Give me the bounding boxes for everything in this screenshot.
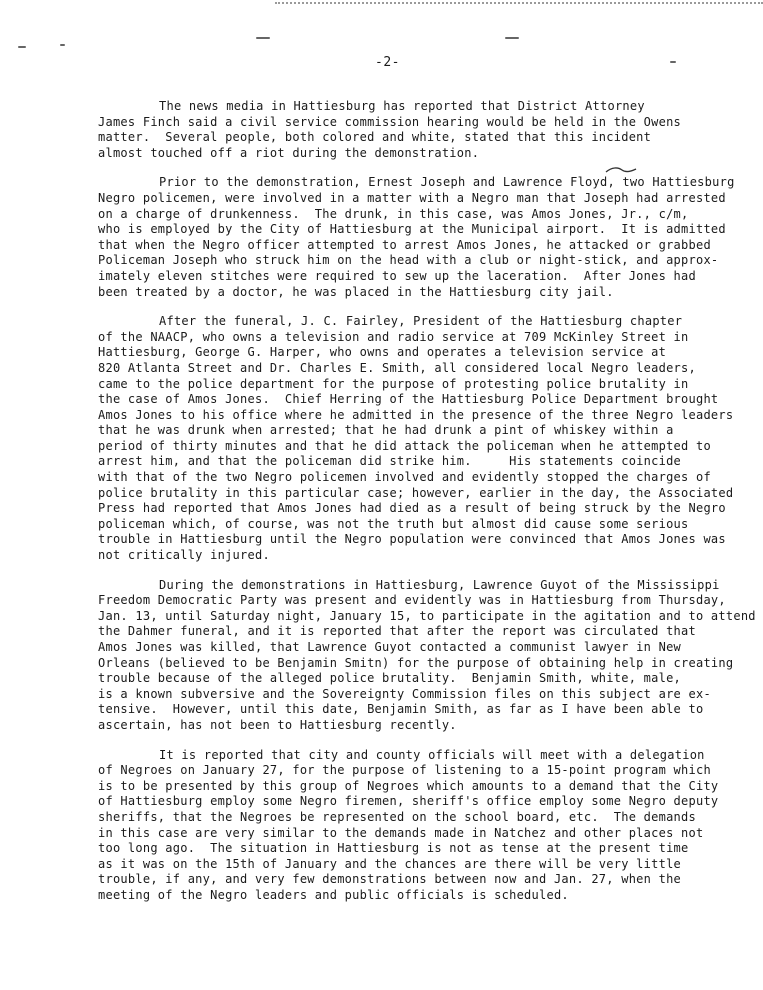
text-line: Orleans (believed to be Benjamin Smitn) for the purpose of obtaining help in creating [98, 655, 734, 670]
text-line: of the NAACP, who owns a television and radio service at 709 McKinley Street in [98, 329, 689, 344]
text-line: imately eleven stitches were required to sew up the laceration. After Jones had [98, 268, 696, 283]
text-line: ascertain, has not been to Hattiesburg recently. [98, 717, 457, 732]
text-line: too long ago. The situation in Hattiesburg is not as tense at the present time [98, 841, 689, 856]
text-line: trouble, if any, and very few demonstrations between now and Jan. 27, when the [98, 872, 682, 887]
paragraph [98, 175, 758, 300]
text-line: Prior to the demonstration, Ernest Joseph and Lawrence Floyd, two Hattiesburg [159, 175, 735, 190]
text-line: almost touched off a riot during the demonstration. [98, 145, 480, 160]
text-line: arrest him, and that the policeman did strike him. His statements coincide [98, 454, 682, 469]
text-line: After the funeral, J. C. Fairley, President of the Hattiesburg chapter [159, 314, 683, 329]
text-line: been treated by a doctor, he was placed in the Hattiesburg city jail. [98, 284, 614, 299]
text-line: Amos Jones was killed, that Lawrence Guyot contacted a communist lawyer in New [98, 640, 682, 654]
paragraph [98, 748, 758, 904]
text-line: the Dahmer funeral, and it is reported that after the report was circulated that [98, 624, 696, 639]
text-line: James Finch said a civil service commission hearing would be held in the Owens [98, 114, 682, 129]
text-line: Press had reported that Amos Jones had died as a result of being struck by the Negro [98, 501, 726, 516]
text-line: is to be presented by this group of Negroes which amounts to a demand that the City [98, 778, 719, 793]
text-line: tensive. However, until this date, Benjamin Smith, as far as I have been able to [98, 702, 704, 717]
text-line: matter. Several people, both colored and white, stated that this incident [98, 130, 652, 145]
top-dotted-edge [275, 2, 763, 4]
text-line: Freedom Democratic Party was present and evidently was in Hattiesburg from Thursday, [98, 593, 726, 608]
text-line: Jan. 13, until Saturday night, January 15, to participate in the agitation and to attend [98, 608, 756, 623]
letter-body [98, 99, 758, 918]
scan-mark [256, 37, 270, 39]
text-line: in this case are very similar to the demands made in Natchez and other places not [98, 825, 704, 840]
text-line: police brutality in this particular case; however, earlier in the day, the Associated [98, 485, 734, 500]
text-line: with that of the two Negro policemen involved and evidently stopped the charges of [98, 470, 711, 485]
text-line: as it was on the 15th of January and the chances are there will be very little [98, 856, 682, 871]
text-line: It is reported that city and county officials will meet with a delegation [159, 747, 705, 762]
scan-mark [60, 44, 65, 46]
scan-mark [505, 37, 519, 39]
scan-mark [18, 46, 26, 48]
text-line: of Hattiesburg employ some Negro firemen, sheriff's office employ some Negro deputy [98, 794, 719, 809]
paragraph [98, 578, 758, 734]
text-line: Policeman Joseph who struck him on the head with a club or night-stick, and approx- [98, 253, 719, 268]
text-line: not critically injured. [98, 548, 270, 563]
text-line: that when the Negro officer attempted to arrest Amos Jones, he attacked or grabbed [98, 237, 711, 252]
text-line: that he was drunk when arrested; that he had drunk a pint of whiskey within a [98, 423, 674, 438]
paragraph [98, 99, 758, 161]
text-line: meeting of the Negro leaders and public officials is scheduled. [98, 887, 569, 902]
text-line: During the demonstrations in Hattiesburg, Lawrence Guyot of the Mississippi [159, 577, 720, 592]
text-line: Negro policemen, were involved in a matter with a Negro man that Joseph had arrested [98, 190, 726, 205]
text-line: 820 Atlanta Street and Dr. Charles E. Smith, all considered local Negro leaders, [98, 360, 696, 375]
text-line: trouble in Hattiesburg until the Negro population were convinced that Amos Jones was [98, 532, 726, 547]
text-line: on a charge of drunkenness. The drunk, in this case, was Amos Jones, Jr., c/m, [98, 206, 689, 221]
page-number: -2- [375, 55, 400, 70]
text-line: is a known subversive and the Sovereignty Commission files on this subject are ex- [98, 686, 711, 701]
paragraph [98, 314, 758, 564]
text-line: trouble because of the alleged police brutality. Benjamin Smith, white, male, [98, 671, 682, 686]
text-line: who is employed by the City of Hattiesburg at the Municipal airport. It is admitted [98, 222, 726, 237]
text-line: period of thirty minutes and that he did attack the policeman when he attempted to [98, 438, 711, 453]
text-line: the case of Amos Jones. Chief Herring of the Hattiesburg Police Department brought [98, 392, 719, 407]
text-line: Hattiesburg, George G. Harper, who owns and operates a television service at [98, 345, 667, 360]
text-line: sheriffs, that the Negroes be represented on the school board, etc. The demands [98, 809, 696, 824]
text-line: came to the police department for the purpose of protesting police brutality in [98, 376, 689, 391]
text-line: Amos Jones to his office where he admitted in the presence of the three Negro leaders [98, 407, 734, 422]
text-line: of Negroes on January 27, for the purpose of listening to a 15-point program which [98, 763, 711, 778]
text-line: The news media in Hattiesburg has reported that District Attorney [159, 99, 645, 113]
text-line: policeman which, of course, was not the truth but almost did cause some serious [98, 516, 689, 531]
scan-mark [670, 61, 676, 63]
